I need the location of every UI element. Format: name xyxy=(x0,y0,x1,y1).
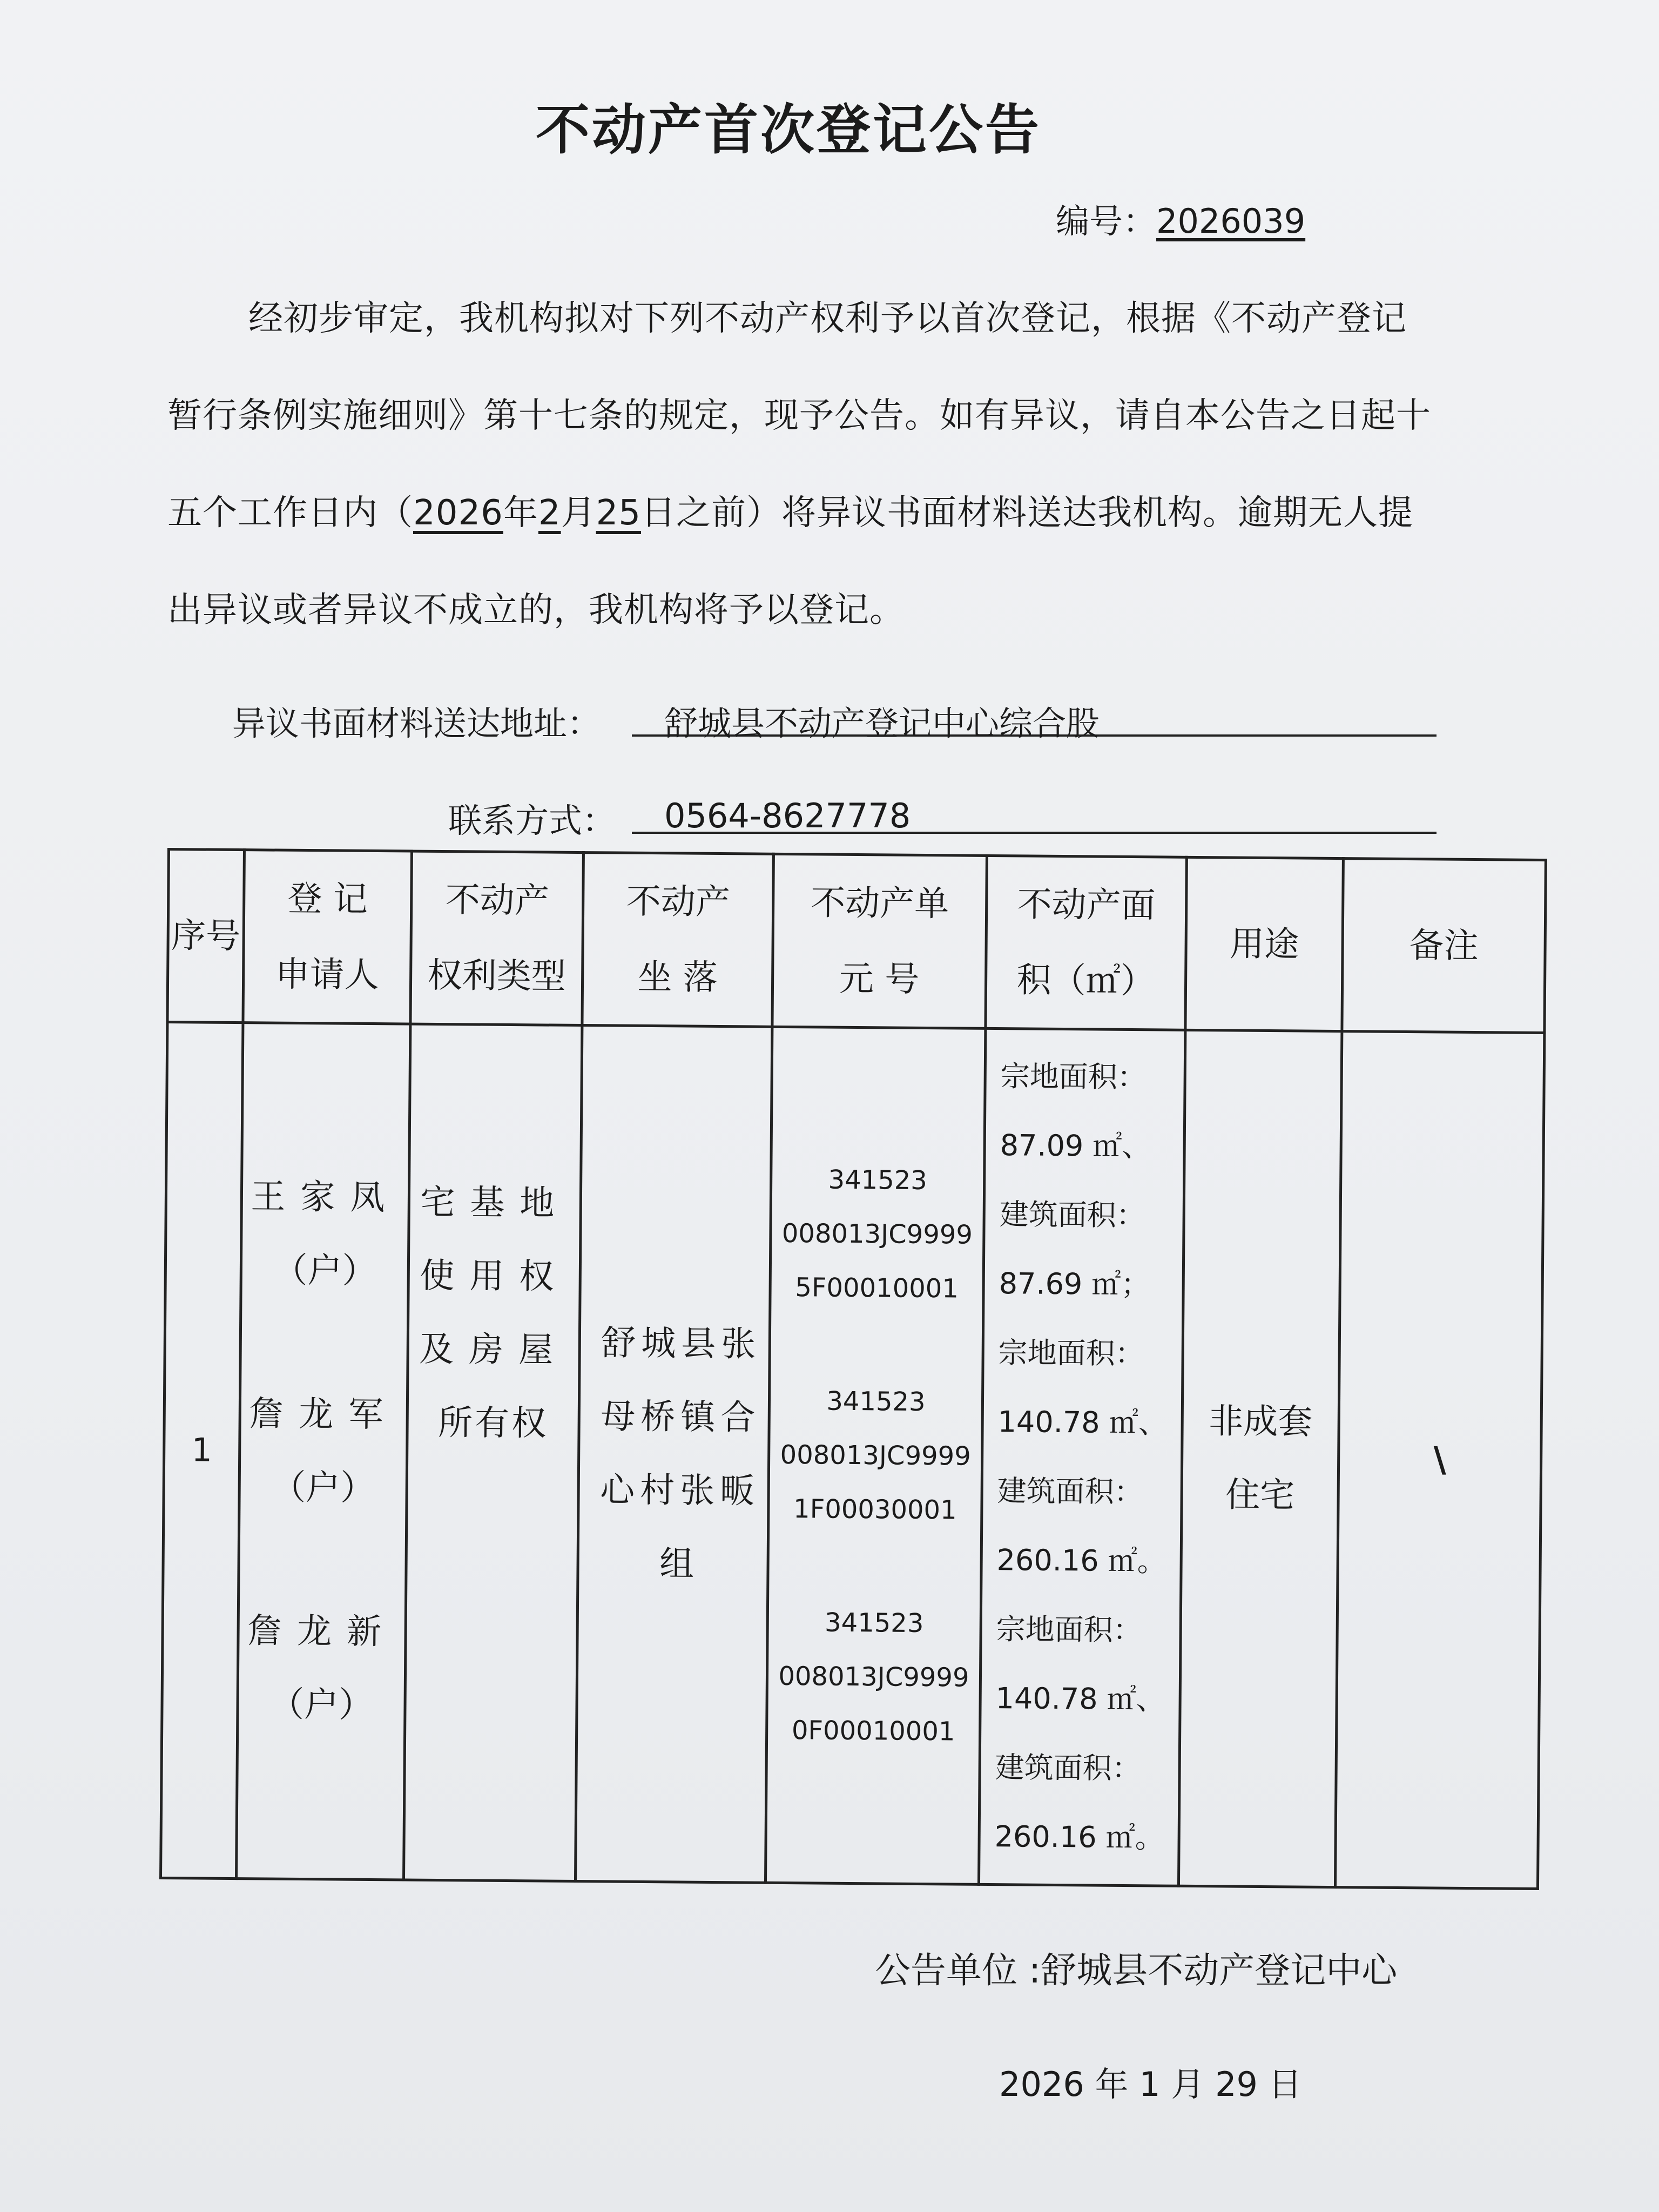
applicant-name: 詹龙新 xyxy=(247,1611,397,1653)
contact-label: 联系方式： xyxy=(448,801,616,840)
applicant-name: 王家凤 xyxy=(251,1177,400,1218)
header-area: 不动产面 积（㎡） xyxy=(986,855,1187,1030)
cell-use: 非成套 住宅 xyxy=(1178,1030,1341,1887)
intro-text-1: 经初步审定，我机构拟对下列不动产权利予以首次登记，根据《不动产登记暂行条例实施细则》第十七条的规定，现予公告。如有异议，请自本公告之日起十五个工作日内（ xyxy=(167,299,1431,533)
intro-paragraph xyxy=(167,270,1437,659)
unit-number-group: 341523 008013JC9999 0F00010001 xyxy=(778,1607,969,1747)
issue-date: 2026 年 1 月 29 日 xyxy=(999,2065,1302,2104)
serial-number xyxy=(1056,194,1305,242)
cell-location: 舒城县张 母桥镇合 心村张畈 组 xyxy=(575,1026,772,1883)
header-remark: 备注 xyxy=(1342,859,1546,1033)
header-right-type: 不动产 权利类型 xyxy=(410,851,584,1025)
applicant-household: （户） xyxy=(271,1467,375,1509)
contact-field xyxy=(448,794,1437,842)
address-value: 舒城县不动产登记中心综合股 xyxy=(664,704,1100,743)
table-header-row xyxy=(167,849,1546,1033)
deadline-year: 2026 xyxy=(413,493,503,533)
intro-text-2: 日之前）将异议书面材料送达我机构。逾期无人提出异议或者异议不成立的，我机构将予以登记。 xyxy=(167,493,1414,630)
deadline-month: 2 xyxy=(538,493,561,533)
cell-index: 1 xyxy=(161,1022,243,1879)
address-label: 异议书面材料送达地址： xyxy=(232,704,601,743)
unit-number-group: 341523 008013JC9999 5F00010001 xyxy=(781,1164,973,1304)
registration-table xyxy=(159,848,1547,1890)
applicant-name: 詹龙军 xyxy=(248,1394,399,1435)
header-applicant: 登 记 申请人 xyxy=(243,850,412,1024)
header-location: 不动产 坐 落 xyxy=(582,853,774,1027)
page-title: 不动产首次登记公告 xyxy=(536,98,1041,161)
issuing-unit: 公告单位 :舒城县不动产登记中心 xyxy=(875,1950,1398,1991)
serial-label: 编号： xyxy=(1056,201,1157,241)
header-unit-number: 不动产单 元 号 xyxy=(772,854,987,1028)
deadline-year-unit: 年 xyxy=(503,493,538,533)
cell-applicants xyxy=(237,1023,410,1880)
contact-value: 0564-8627778 xyxy=(664,796,911,835)
header-index: 序号 xyxy=(167,849,245,1023)
cell-unit-numbers xyxy=(765,1027,985,1884)
unit-number-group: 341523 008013JC9999 1F00030001 xyxy=(780,1386,971,1526)
applicant-household: （户） xyxy=(273,1250,377,1292)
cell-areas: 宗地面积： 87.09 ㎡、 建筑面积： 87.69 ㎡； 宗地面积： 140.78 ㎡、 建筑面积： 260.16 ㎡。 宗地面积： 140.78 ㎡、 建筑面积： 260.16 ㎡。 xyxy=(979,1028,1185,1886)
deadline-day: 25 xyxy=(596,493,642,533)
table-row xyxy=(161,1022,1545,1889)
deadline-month-unit: 月 xyxy=(561,493,596,533)
cell-right-type: 宅基地 使用权 及房屋 所有权 xyxy=(404,1024,582,1881)
serial-value: 2026039 xyxy=(1156,201,1306,241)
applicant-household: （户） xyxy=(269,1684,374,1726)
cell-remark: \ xyxy=(1335,1031,1544,1889)
address-field xyxy=(232,697,1437,745)
header-use: 用途 xyxy=(1185,857,1344,1031)
